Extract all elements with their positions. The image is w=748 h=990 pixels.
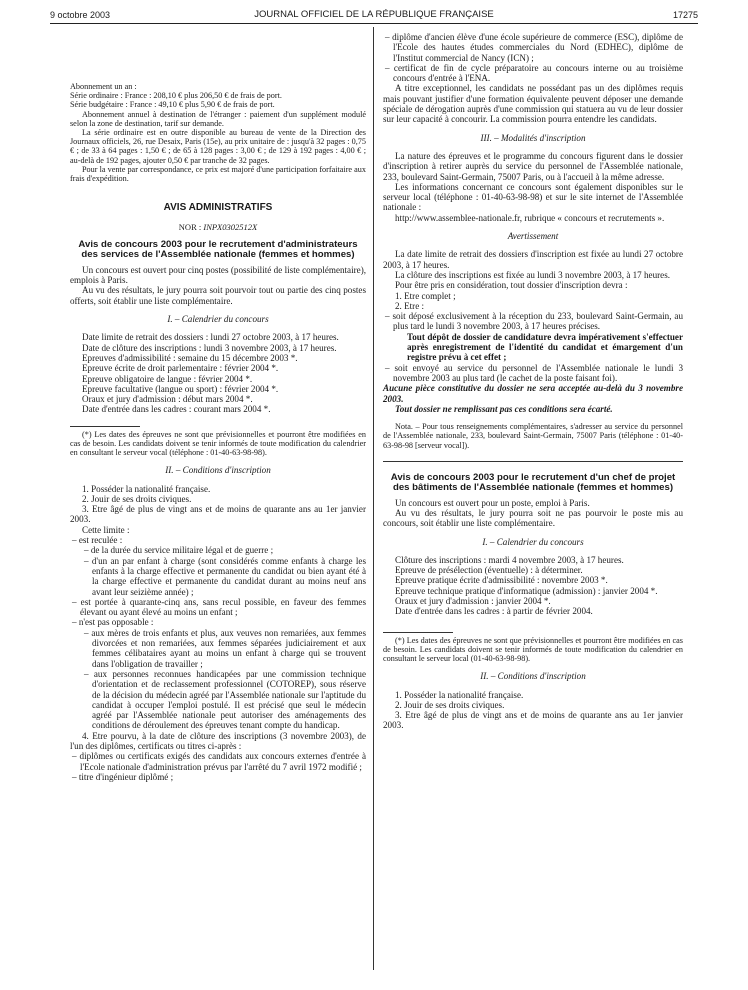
warning-paragraph: – soit envoyé au service du personnel de l'Assemblée nationale le lundi 3 novembre 2003 au plus tard (le cachet de la poste faisant foi). — [385, 362, 683, 383]
conditions-heading: II. – Conditions d'inscription — [165, 465, 271, 476]
subscription-line: Série budgétaire : France : 49,10 € plus 5,90 € de frais de port. — [70, 100, 275, 110]
condition-item: 3. Etre âgé de plus de vingt ans et de moins de quarante ans au 1er janvier 2003. — [383, 710, 683, 731]
nor-reference: NOR : INPX0302512X — [178, 221, 258, 232]
intro-paragraph: Au vu des résultats, le jury pourra soit ne pas pourvoir le poste mis au concours, soit établir une liste complémentaire. — [383, 508, 683, 529]
warning-bold: Tout dépôt de dossier de candidature devra impérativement s'effectuer après enregistrement de l'identité du candidat et émargement d'un registre prévu à cet effet ; — [407, 331, 683, 363]
condition-text: – est reculée : — [72, 535, 123, 546]
right-column — [383, 32, 683, 731]
warning-paragraph: – soit déposé exclusivement à la réception du 233, boulevard Saint-Germain, au plus tard le lundi 3 novembre 2003, à 17 heures précises. — [385, 311, 683, 332]
calendar-item: Oraux et jury d'admission : début mars 2004 *. — [82, 394, 253, 405]
condition-item: 3. Etre âgé de plus de vingt ans et de moins de quarante ans au 1er janvier 2003. — [70, 504, 366, 525]
diploma-item: – diplôme d'ancien élève d'une école supérieure de commerce (ESC), diplôme de l'Ecole des hautes études commerciales du Nord (EDHEC), diplôme de l'Institut commercial de Nancy (ICN) ; — [385, 32, 683, 63]
calendar-heading: I. – Calendrier du concours — [167, 314, 269, 325]
calendar-item: Epreuve obligatoire de langue : février 2004 *. — [82, 373, 253, 384]
notice-title: Avis de concours 2003 pour le recrutement d'administrateurs des services de l'Assemblée nationale (femmes et hommes) — [78, 238, 358, 261]
footnote-rule — [383, 632, 453, 633]
warning-emphasis: Aucune pièce constitutive du dossier ne sera acceptée au-delà du 3 novembre 2003. — [383, 383, 683, 404]
calendar-heading: I. – Calendrier du concours — [482, 536, 584, 547]
condition-item: 4. Etre pourvu, à la date de clôture des inscriptions (3 novembre 2003), de l'un des diplômes, certificats ou titres ci-après : — [70, 730, 366, 752]
condition-item: 1. Posséder la nationalité française. — [395, 689, 524, 700]
warning-paragraph: La date limite de retrait des dossiers d'inscription est fixée au lundi 27 octobre 2003, à 17 heures. — [383, 249, 683, 270]
calendar-item: Epreuve pratique écrite d'admissibilité : novembre 2003 *. — [395, 575, 608, 586]
calendar-item: Epreuve de présélection (éventuelle) : à déterminer. — [395, 565, 583, 576]
subscription-paragraph: Pour la vente par correspondance, ce prix est majoré d'une participation forfaitaire aux frais d'expédition. — [70, 164, 366, 184]
warning-paragraph: 2. Etre : — [395, 300, 425, 311]
notice-separator — [383, 461, 683, 462]
condition-item: 1. Posséder la nationalité française. — [82, 483, 211, 494]
calendar-item: Date de clôture des inscriptions : lundi 3 novembre 2003, à 17 heures. — [82, 342, 337, 353]
calendar-item: Date limite de retrait des dossiers : lundi 27 octobre 2003, à 17 heures. — [82, 332, 339, 343]
condition-item: 2. Jouir de ses droits civiques. — [395, 699, 505, 710]
intro-paragraph: Au vu des résultats, le jury pourra soit pourvoir tout ou partie des cinq postes offerts, soit établir une liste complémentaire. — [70, 285, 366, 306]
modalities-paragraph: http://www.assemblee-nationale.fr, rubrique « concours et recrutements ». — [395, 212, 665, 223]
modalities-heading: III. – Modalités d'inscription — [480, 132, 586, 143]
calendar-item: Clôture des inscriptions : mardi 4 novembre 2003, à 17 heures. — [395, 554, 624, 565]
condition-subitem: – d'un an par enfant à charge (sont considérés comme enfants à charge les enfants à la charge effective et permanente du candidat ou bien ayant été à la charge effective et permanente du candidat durant au moins neuf ans avant leur seizième année) ; — [84, 555, 366, 597]
modalities-paragraph: La nature des épreuves et le programme du concours figurent dans le dossier d'inscription à retirer auprès du service du personnel de l'Assemblée nationale, 233, boulevard Saint-Germain, 75007 Paris, ou à l'accueil à la même adresse. — [383, 150, 683, 182]
calendar-item: Epreuve écrite de droit parlementaire : février 2004 *. — [82, 363, 279, 374]
subscription-block — [70, 82, 366, 183]
calendar-item: Epreuve facultative (langue ou sport) : février 2004 *. — [82, 383, 279, 394]
section-title: AVIS ADMINISTRATIFS — [163, 202, 273, 214]
conditions-heading: II. – Conditions d'inscription — [480, 671, 586, 682]
condition-subitem: – aux mères de trois enfants et plus, aux veuves non remariées, aux femmes divorcées et non remariées, aux femmes séparées judiciairement et aux femmes célibataires ayant au moins un enfant à charge qui se trouvent dans l'obligation de travailler ; — [84, 627, 366, 669]
notice-title: Avis de concours 2003 pour le recrutement d'un chef de projet des bâtiments de l'Assemblée nationale (femmes et hommes) — [390, 471, 676, 494]
calendar-item: Epreuve technique pratique d'informatique (admission) : janvier 2004 *. — [395, 585, 658, 596]
condition-item: 2. Jouir de ses droits civiques. — [82, 493, 192, 504]
header-rule — [50, 23, 698, 24]
diploma-item: – diplômes ou certificats exigés des candidats aux concours externes d'entrée à l'Ecole nationale d'administration prévus par l'arrêté du 7 avril 1972 modifié ; — [72, 751, 366, 772]
subscription-line: Abonnement annuel à destination de l'étranger : paiement d'un supplément modulé selon la zone de destination, tarif sur demande. — [70, 109, 366, 128]
footnote-rule — [70, 426, 140, 427]
column-divider — [373, 27, 374, 970]
intro-paragraph: Un concours est ouvert pour cinq postes (possibilité de liste complémentaire), emplois à Paris. — [70, 264, 366, 286]
condition-text: Cette limite : — [82, 524, 130, 535]
condition-text: – est portée à quarante-cinq ans, sans recul possible, en faveur des femmes élevant ou ayant élevé au moins un enfant ; — [72, 596, 366, 618]
warning-paragraph: La clôture des inscriptions est fixée au lundi 3 novembre 2003, à 17 heures. — [395, 269, 671, 280]
calendar-item: Oraux et jury d'admission : janvier 2004 *. — [395, 596, 551, 607]
issue-date: 9 octobre 2003 — [50, 10, 111, 20]
diploma-item: – certificat de fin de cycle préparatoire au concours interne ou au troisième concours d'entrée à l'ENA. — [385, 62, 683, 84]
subscription-paragraph: La série ordinaire est en outre disponible au bureau de vente de la Direction des Journaux officiels, 26, rue Desaix, Paris (15e), au prix unitaire de : jusqu'à 32 pages : 0,75 € ; de 33 à 64 pages : 1,50 € ; de 65 à 128 pages : 3,00 € ; de 129 à 192 pages : 4,00 € ; au-delà de 192 pages, ajouter 0,50 € par tranche de 32 pages. — [70, 128, 366, 165]
warning-heading: Avertissement — [507, 231, 559, 242]
calendar-item: Epreuves d'admissibilité : semaine du 15 décembre 2003 *. — [82, 352, 298, 363]
left-column — [70, 82, 366, 782]
subscription-line: Abonnement un an : — [70, 82, 137, 91]
intro-paragraph: Un concours est ouvert pour un poste, emploi à Paris. — [395, 497, 590, 508]
page-number: 17275 — [672, 10, 698, 20]
page-header — [50, 10, 698, 22]
journal-title: JOURNAL OFFICIEL DE LA RÉPUBLIQUE FRANÇAISE — [254, 9, 494, 20]
warning-paragraph: Pour être pris en considération, tout dossier d'inscription devra : — [395, 280, 628, 291]
modalities-paragraph: Les informations concernant ce concours sont également disponibles sur le serveur local (téléphone : 01-40-63-98-98) et sur le site internet de l'Assemblée nationale : — [383, 181, 683, 213]
calendar-item: Date d'entrée dans les cadres : à partir de février 2004. — [395, 606, 593, 617]
warning-emphasis: Tout dossier ne remplissant pas ces conditions sera écarté. — [395, 403, 613, 414]
subscription-line: Série ordinaire : France : 208,10 € plus 206,50 € de frais de port. — [70, 91, 282, 101]
calendar-item: Date d'entrée dans les cadres : courant mars 2004 *. — [82, 404, 271, 415]
nota: Nota. – Pour tous renseignements complémentaires, s'adresser au service du personnel de l'Assemblée nationale, 233, boulevard Saint-Germain, 75007 Paris (téléphone : 01-40-63-98-98 [serveur vocal]). — [383, 422, 683, 450]
footnote: (*) Les dates des épreuves ne sont que prévisionnelles et pourront être modifiées en cas de besoin. Les candidats doivent se tenir informés de toute modification du calendrier en consultant le serveur vocal (téléphone : 01-40-63-98-98). — [70, 429, 366, 458]
condition-subitem: – aux personnes reconnues handicapées par une commission technique d'orientation et de reclassement professionnel (COTOREP), sous réserve de la décision du médecin agréé par l'Assemblée nationale sur l'aptitude du candidat à occuper l'emploi postulé. Il est précisé que seul le médecin agréé par l'Assemblée nationale peut autoriser des aménagements des conditions de déroulement des épreuves tenant compte du handicap. — [84, 668, 366, 731]
exception-paragraph: A titre exceptionnel, les candidats ne possédant pas un des diplômes requis mais pouvant justifier d'une formation équivalente peuvent déposer une demande spéciale de dérogation auprès d'une commission qui statuera au vu de leur dossier sur leur capacité à concourir. La commission pourra entendre les candidats. — [383, 83, 683, 125]
condition-subitem: – de la durée du service militaire légal et de guerre ; — [84, 545, 274, 556]
condition-text: – n'est pas opposable : — [72, 617, 154, 628]
footnote: (*) Les dates des épreuves ne sont que prévisionnelles et pourront être modifiées en cas de besoin. Les candidats doivent se tenir informés de toute modification du calendrier en consultant le serveur local (01-40-63-98-98). — [383, 635, 683, 664]
diploma-item: – titre d'ingénieur diplômé ; — [72, 771, 174, 782]
warning-paragraph: 1. Etre complet ; — [395, 290, 456, 301]
